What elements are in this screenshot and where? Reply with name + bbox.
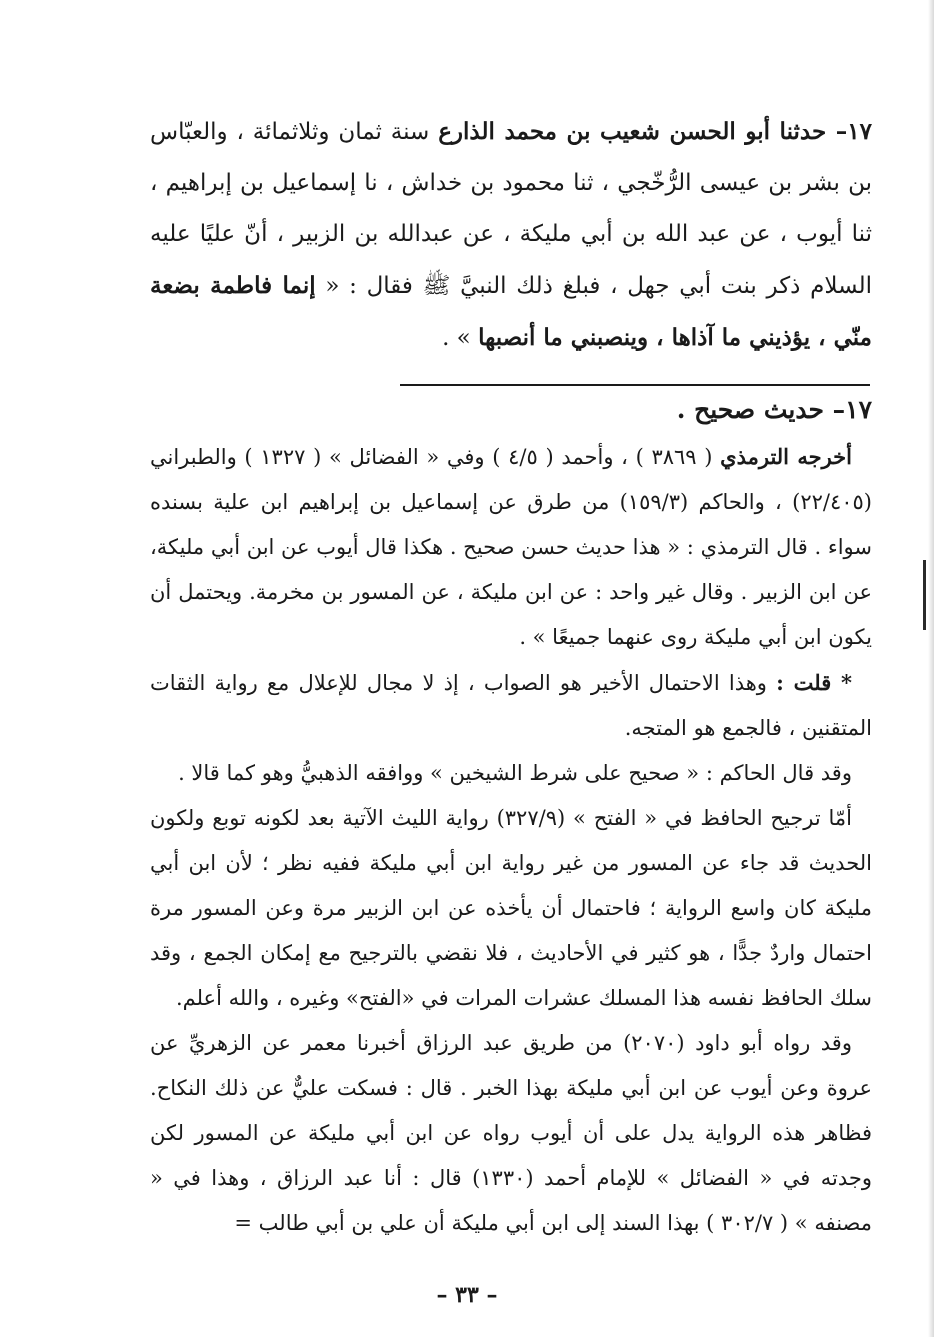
commentary-paragraph-takhrij <box>150 434 872 660</box>
hadith-isnad: سنة ثمان وثلاثمائة ، والعبّاس بن بشر بن عيسى الرُّخّجي ، ثنا محمود بن خداش ، نا إسماعيل بن إبراهيم ، ثنا أيوب ، عن عبد الله بن أبي مليكة ، عن عبدالله بن الزبير ، أنّ عليًا عليه السلام ذكر بنت أبي جهل ، فبلغ ذلك النبيَّ ﷺ فقال : « <box>150 119 872 299</box>
page-number: – ٣٣ – <box>436 1282 498 1308</box>
hadith-number: ١٧– <box>826 118 872 145</box>
scan-mark <box>923 560 926 630</box>
commentary-paragraph-tarjih: أمّا ترجيح الحافظ في « الفتح » (٣٢٧/٩) رواية الليث الآتية بعد لكونه توبع ولكون الحديث قد جاء عن المسور من غير رواية ابن أبي مليكة ففيه نظر ؛ لأن ابن أبي مليكة كان واسع الرواية ؛ فاحتمال أن يأخذه عن ابن الزبير مرة وعن المسور مرة احتمال واردٌ جدًّا ، هو كثير في الأحاديث ، فلا نقضي بالترجيح مع إمكان الجمع ، وقد سلك الحافظ نفسه هذا المسلك عشرات المرات في «الفتح» وغيره ، والله أعلم. <box>150 806 872 1010</box>
commentary <box>150 434 872 1246</box>
commentary-paragraph-note <box>150 660 872 751</box>
hadith-closing: » . <box>442 325 479 351</box>
commentary-paragraph-hakim: وقد قال الحاكم : « صحيح على شرط الشيخين » ووافقه الذهبيُّ وهو كما قالا . <box>178 761 852 785</box>
commentary-note-text: وهذا الاحتمال الأخير هو الصواب ، إذ لا مجال للإعلال مع رواية الثقات المتقنين ، فالجمع هو المتجه. <box>150 671 872 740</box>
commentary-note-lead: * قلت : <box>776 670 853 695</box>
commentary-paragraph-abu-dawud: وقد رواه أبو داود (٢٠٧٠) من طريق عبد الرزاق أخبرنا معمر عن الزهريِّ عن عروة وعن أيوب عن ابن أبي مليكة بهذا الخبر . قال : فسكت عليٌّ عن ذلك النكاح. فظاهر هذه الرواية يدل على أن أيوب رواه عن ابن أبي مليكة عن المسور لكن وجدته في « الفضائل » للإمام أحمد (١٣٣٠) قال : أنا عبد الرزاق ، وهذا في « مصنفه » ( ٣٠٢/٧ ) بهذا السند إلى ابن أبي مليكة أن علي بن أبي طالب = <box>150 1031 872 1235</box>
section-divider <box>400 384 870 386</box>
commentary-takhrij-lead: أخرجه الترمذي <box>720 444 852 469</box>
hadith-matn: إنما فاطمة بضعة منّي ، يؤذيني ما آذاها ، وينصبني ما أنصبها <box>150 272 872 351</box>
commentary-takhrij-text: ( ٣٨٦٩ ) ، وأحمد ( ٤/٥ ) وفي « الفضائل » ( ١٣٢٧ ) والطبراني (٢٢/٤٠٥) ، والحاكم (١٥٩/٣) من طرق عن إسماعيل بن إبراهيم ابن علية بسنده سواء . قال الترمذي : « هذا حديث حسن صحيح . هكذا قال أيوب عن ابن أبي مليكة، عن ابن الزبير . وقال غير واحد : عن ابن مليكة ، عن المسور بن مخرمة. ويحتمل أن يكون ابن أبي مليكة روى عنهما جميعًا » . <box>150 445 872 649</box>
binding-edge <box>928 0 934 1337</box>
hadith-isnad-head: حدثنا أبو الحسن شعيب بن محمد الذارع <box>438 118 827 145</box>
hadith-text <box>150 106 872 364</box>
hadith-grade-heading: ١٧– حديث صحيح . <box>676 395 872 424</box>
